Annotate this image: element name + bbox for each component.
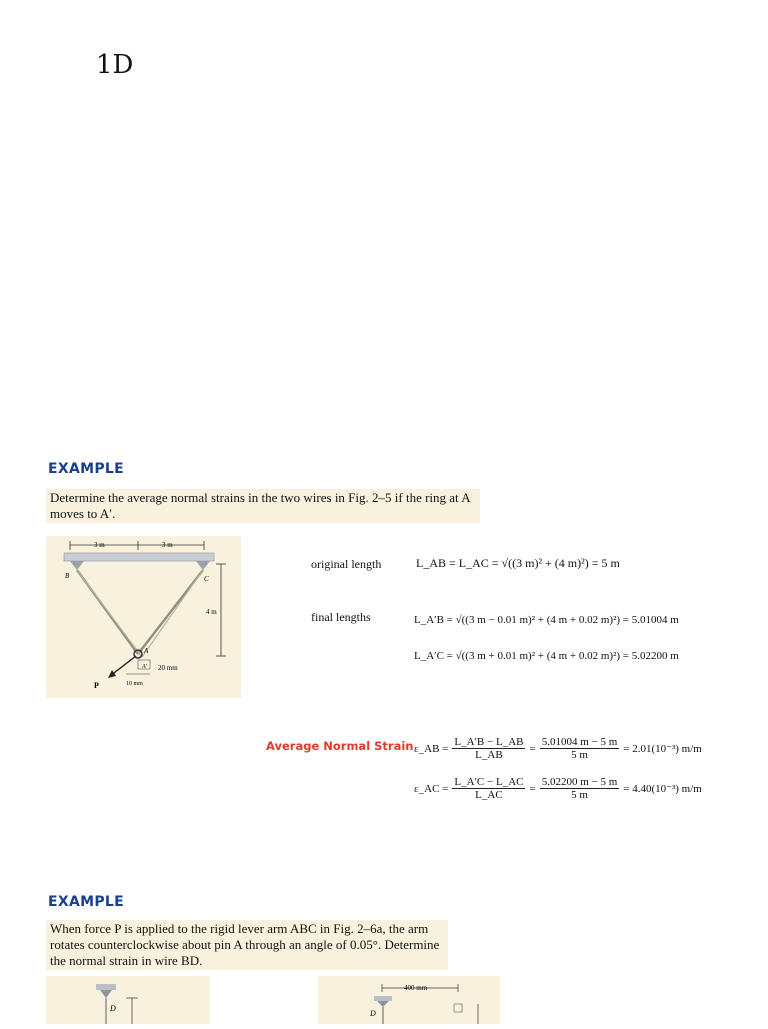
example-2-statement: When force P is applied to the rigid lever arm ABC in Fig. 2–6a, the arm rotates counterclockwise about pin A through an angle of 0.05°. Determine the normal strain in wire BD. xyxy=(46,920,448,970)
example-2-figure-b xyxy=(318,976,500,1024)
strain-ab-fraction-numeric: $\frac{5.01004 m - 5 m}{5 m}$ xyxy=(541,736,618,761)
fig-b-point-d: D xyxy=(370,1009,376,1018)
final-length-ab-equation: L_A′B = √((3 m − 0.01 m)² + (4 m + 0.02 m)²) = 5.01004 m xyxy=(414,614,679,626)
example-2-label: EXAMPLE xyxy=(48,894,124,910)
dim-vertical-label: 4 m xyxy=(206,608,217,616)
point-a-label: A xyxy=(144,647,149,655)
strain-ac-lhs: ε_AC = xyxy=(414,782,449,795)
example-2-figure-a xyxy=(46,976,210,1024)
final-length-ac-equation: L_A′C = √((3 m + 0.01 m)² + (4 m + 0.02 m)²) = 5.02200 m xyxy=(414,650,679,662)
strain-ab-result: = 2.01(10⁻³) m/m xyxy=(623,743,702,755)
original-length-label: original length xyxy=(311,557,382,571)
lever-figure-a xyxy=(46,976,210,1024)
wire-ring-diagram xyxy=(46,536,241,698)
strain-ab-equation: ε_AB = $\frac{L\_A'B - L\_AB}{L\_AB}$ = $\frac{5.01004 m - 5 m}{5 m}$ = 2.01(10⁻³) m/m xyxy=(414,736,702,761)
strain-ac-fraction-numeric: $\frac{5.02200 m - 5 m}{5 m}$ xyxy=(541,776,618,801)
example-1-label: EXAMPLE xyxy=(48,461,124,477)
strain-ac-result: = 4.40(10⁻³) m/m xyxy=(623,783,702,795)
dim-bottom-label: 10 mm xyxy=(126,681,143,687)
dim-right-label: 3 m xyxy=(162,541,173,549)
strain-ab-fraction-symbolic: $\frac{L\_A'B - L\_AB}{L\_AB}$ xyxy=(454,736,524,761)
fig-b-dim-top: 400 mm xyxy=(404,984,428,992)
point-b-label: B xyxy=(65,572,70,580)
strain-ab-lhs: ε_AB = xyxy=(414,742,449,755)
strain-ac-equation: ε_AC = $\frac{L\_A'C - L\_AC}{L\_AC}$ = $\frac{5.02200 m - 5 m}{5 m}$ = 4.40(10⁻³) m/m xyxy=(414,776,702,801)
point-c-label: C xyxy=(204,575,209,583)
force-p-label: P xyxy=(94,681,99,690)
dim-left-label: 3 m xyxy=(94,541,105,549)
dim-horizontal-label: 20 mm xyxy=(158,664,178,672)
strain-heading: Average Normal Strain xyxy=(266,739,414,753)
lever-figure-b xyxy=(318,976,500,1024)
original-length-equation: L_AB = L_AC = √((3 m)² + (4 m)²) = 5 m xyxy=(416,556,620,570)
strain-ac-fraction-symbolic: $\frac{L\_A'C - L\_AC}{L\_AC}$ xyxy=(454,776,524,801)
final-lengths-label: final lengths xyxy=(311,610,371,624)
example-1-statement: Determine the average normal strains in the two wires in Fig. 2–5 if the ring at A moves to A′. xyxy=(46,489,480,523)
point-a-prime-label: A′ xyxy=(142,664,147,670)
example-1-figure xyxy=(46,536,241,698)
page-title: 1D xyxy=(96,50,134,80)
fig-a-point-d: D xyxy=(110,1004,116,1013)
